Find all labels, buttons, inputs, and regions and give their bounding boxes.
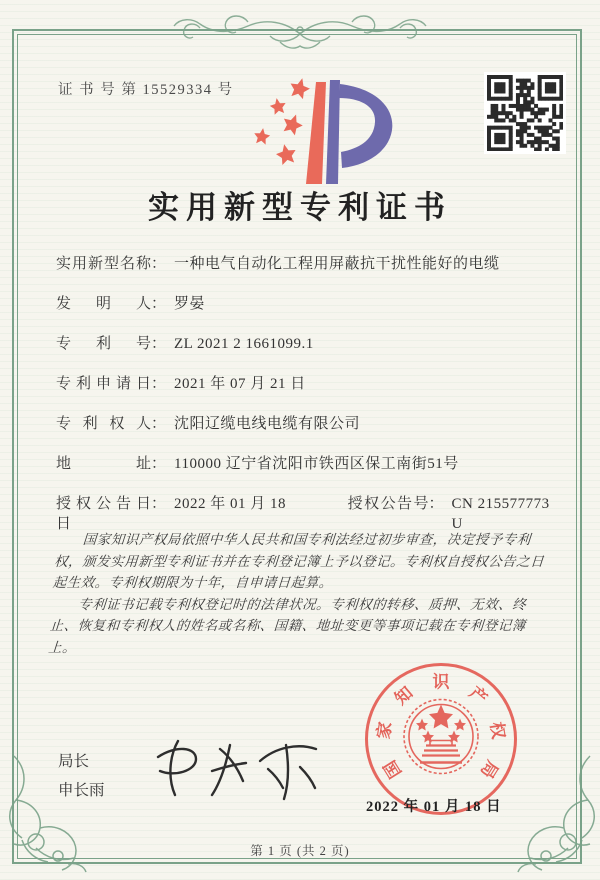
national-emblem-icon bbox=[400, 693, 482, 786]
signer-name: 申长雨 bbox=[58, 782, 105, 799]
field-label: 实用新型名称 bbox=[56, 256, 151, 272]
legal-paragraph-1: 国家知识产权局依照中华人民共和国专利法经过初步审查，决定授予专利权，颁发实用新型专利证书并在专利登记簿上予以登记。专利权自授权公告之日起生效。专利权期限为十年，自申请日起算。 bbox=[52, 532, 545, 590]
colon: ： bbox=[151, 416, 167, 432]
colon: ： bbox=[151, 296, 167, 312]
certificate-title: 实用新型专利证书 bbox=[148, 190, 452, 225]
field-label: 发明人 bbox=[56, 296, 151, 312]
colon: ： bbox=[151, 256, 167, 272]
field-label: 授权公告号 bbox=[347, 496, 429, 512]
field-label: 地址 bbox=[56, 456, 151, 472]
field-value: 一种电气自动化工程用屏蔽抗干扰性能好的电缆 bbox=[174, 256, 500, 272]
qr-code bbox=[484, 72, 566, 154]
colon: ： bbox=[151, 336, 167, 352]
seal-date: 2022 年 01 月 18 日 bbox=[366, 799, 502, 815]
field-utility-model-name bbox=[56, 254, 556, 294]
field-patent-number bbox=[56, 334, 556, 374]
field-value: 110000 辽宁省沈阳市铁西区保工南街51号 bbox=[174, 456, 459, 472]
field-value: CN 215577773 U bbox=[451, 496, 550, 532]
field-value: ZL 2021 2 1661099.1 bbox=[174, 336, 314, 352]
field-list bbox=[56, 254, 556, 534]
field-value: 2021 年 07 月 21 日 bbox=[174, 376, 306, 392]
field-value: 罗晏 bbox=[174, 296, 206, 312]
field-address bbox=[56, 454, 556, 494]
seal-ring-char: 识 bbox=[432, 672, 450, 692]
seal-ring-char: 权 bbox=[486, 720, 509, 741]
top-flourish-ornament bbox=[140, 6, 460, 56]
field-patentee bbox=[56, 414, 556, 454]
colon: ： bbox=[428, 496, 444, 512]
field-inventor bbox=[56, 294, 556, 334]
field-grant-date bbox=[56, 494, 288, 534]
official-seal bbox=[365, 663, 517, 815]
seal-ring-char: 知 bbox=[391, 683, 417, 709]
signer-role: 局长 bbox=[58, 753, 90, 770]
signer-block bbox=[58, 747, 105, 805]
field-value: 2022 年 01 月 18 日 bbox=[56, 496, 287, 532]
seal-ring-char: 局 bbox=[476, 756, 502, 782]
director-signature bbox=[148, 733, 323, 803]
page-indicator: 第 1 页 (共 2 页) bbox=[250, 844, 350, 858]
colon: ： bbox=[151, 456, 167, 472]
field-grant-number bbox=[348, 494, 556, 534]
field-label: 专利权人 bbox=[56, 416, 151, 432]
seal-ring-char: 家 bbox=[373, 720, 396, 741]
certificate-number: 证 书 号 第 15529334 号 bbox=[58, 82, 234, 98]
seal-ring-char: 国 bbox=[380, 756, 406, 782]
seal-ring-char: 产 bbox=[465, 683, 491, 709]
field-value: 沈阳辽缆电线电缆有限公司 bbox=[174, 416, 361, 432]
cnipa-logo bbox=[238, 76, 413, 188]
field-label: 专利申请日 bbox=[56, 376, 151, 392]
field-grant-row bbox=[56, 494, 556, 534]
legal-text bbox=[47, 529, 558, 658]
colon: ： bbox=[151, 496, 167, 512]
field-filing-date bbox=[56, 374, 556, 414]
legal-paragraph-2: 专利证书记载专利权登记时的法律状况。专利权的转移、质押、无效、终止、恢复和专利权人的姓名或名称、国籍、地址变更等事项记载在专利登记簿上。 bbox=[47, 596, 527, 655]
colon: ： bbox=[151, 376, 167, 392]
field-label: 专利号 bbox=[56, 336, 151, 352]
field-label: 授权公告日 bbox=[56, 496, 151, 512]
